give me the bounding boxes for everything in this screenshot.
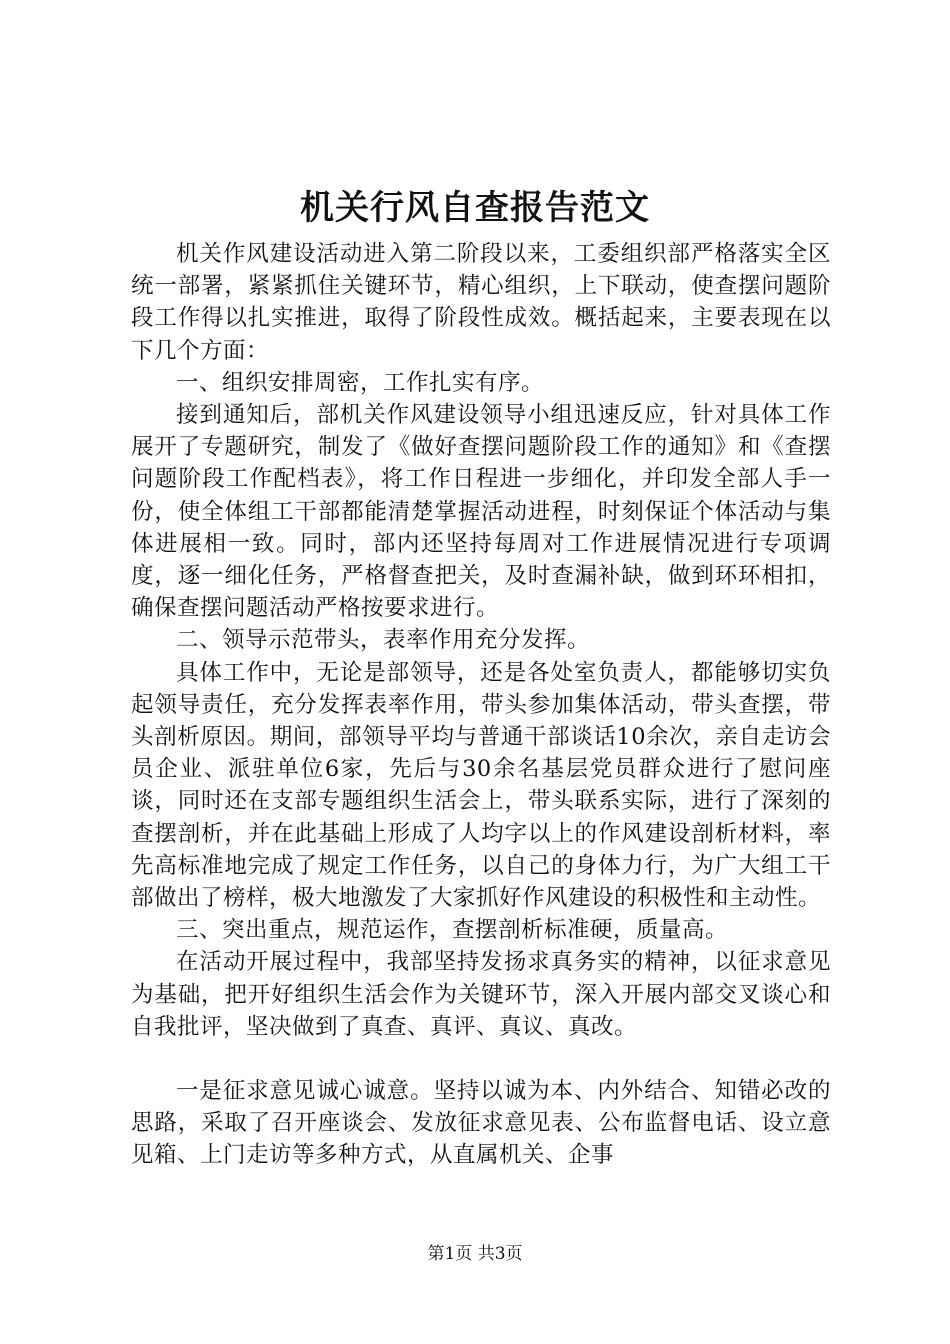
document-body: [131, 238, 831, 1172]
paragraph-intro: 机关作风建设活动进入第二阶段以来，工委组织部严格落实全区统一部署，紧紧抓住关键环节，精心组织，上下联动，使查摆问题阶段工作得以扎实推进，取得了阶段性成效。概括起来，主要表现在以下几个方面：: [131, 241, 831, 364]
paragraph-section-2: 具体工作中，无论是部领导，还是各处室负责人，都能够切实负起领导责任，充分发挥表率作用，带头参加集体活动，带头查摆，带头剖析原因。期间，部领导平均与普通干部谈话10余次，亲自走访会员企业、派驻单位6家，先后与30余名基层党员群众进行了慰问座谈，同时还在支部专题组织生活会上，带头联系实际，进行了深刻的查摆剖析，并在此基础上形成了人均字以上的作风建设剖析材料，率先高标准地完成了规定工作任务，以自己的身体力行，为广大组工干部做出了榜样，极大地激发了大家抓好作风建设的积极性和主动性。: [131, 659, 831, 912]
section-heading-1: 一、组织安排周密，工作扎实有序。: [176, 369, 545, 396]
paragraph-point-1: 一是征求意见诚心诚意。坚持以诚为本、内外结合、知错必改的思路，采取了召开座谈会、发放征求意见表、公布监督电话、设立意见箱、上门走访等多种方式，从直属机关、企事: [131, 1078, 831, 1169]
paragraph-section-3: 在活动开展过程中，我部坚持发扬求真务实的精神，以征求意见为基础，把开好组织生活会作为关键环节，深入开展内部交叉谈心和自我批评，坚决做到了真查、真评、真议、真改。: [131, 949, 831, 1040]
section-heading-2: 二、领导示范带头，表率作用充分发挥。: [176, 627, 591, 654]
section-heading-3: 三、突出重点，规范运作，查摆剖析标准硬，质量高。: [176, 917, 729, 944]
page-footer: 第1页 共3页: [427, 1244, 523, 1264]
paragraph-section-1: 接到通知后，部机关作风建设领导小组迅速反应，针对具体工作展开了专题研究，制发了《做好查摆问题阶段工作的通知》和《查摆问题阶段工作配档表》，将工作日程进一步细化，并印发全部人手一份，使全体组工干部都能清楚掌握活动进程，时刻保证个体活动与集体进展相一致。同时，部内还坚持每周对工作进展情况进行专项调度，逐一细化任务，严格督查把关，及时查漏补缺，做到环环相扣，确保查摆问题活动严格按要求进行。: [131, 402, 831, 622]
document-title: 机关行风自查报告范文: [300, 188, 650, 228]
